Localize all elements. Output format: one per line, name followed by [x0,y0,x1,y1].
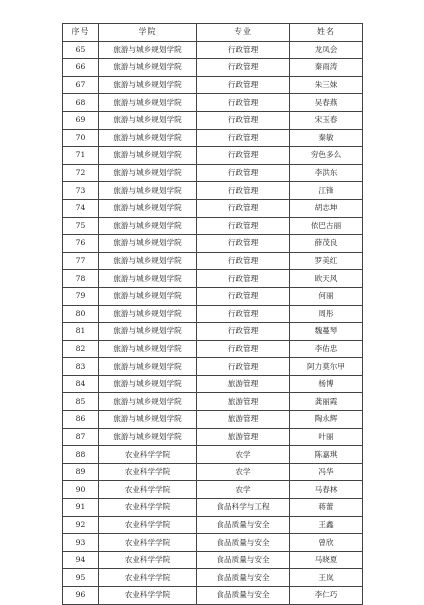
cell-college: 农业科学学院 [99,516,197,534]
cell-college: 旅游与城乡规划学院 [99,428,197,446]
cell-name: 李洪东 [290,164,363,182]
cell-index: 87 [63,428,99,446]
cell-college: 旅游与城乡规划学院 [99,41,197,59]
cell-index: 94 [63,551,99,569]
cell-major: 行政管理 [197,305,290,323]
cell-index: 93 [63,534,99,552]
cell-college: 旅游与城乡规划学院 [99,235,197,253]
cell-college: 旅游与城乡规划学院 [99,129,197,147]
cell-major: 旅游管理 [197,393,290,411]
table-row [63,94,363,112]
table-row [63,358,363,376]
cell-index: 91 [63,499,99,517]
cell-index: 88 [63,446,99,464]
cell-college: 旅游与城乡规划学院 [99,375,197,393]
cell-college: 旅游与城乡规划学院 [99,182,197,200]
cell-name: 吴春燕 [290,94,363,112]
cell-name: 秦敏 [290,129,363,147]
cell-college: 旅游与城乡规划学院 [99,252,197,270]
student-roster-table [62,23,363,605]
table-row [63,551,363,569]
cell-name: 王鑫 [290,516,363,534]
cell-major: 行政管理 [197,287,290,305]
cell-college: 旅游与城乡规划学院 [99,323,197,341]
cell-major: 食品质量与安全 [197,587,290,605]
cell-college: 旅游与城乡规划学院 [99,270,197,288]
cell-index: 92 [63,516,99,534]
cell-major: 行政管理 [197,270,290,288]
table-row [63,587,363,605]
cell-index: 72 [63,164,99,182]
cell-major: 行政管理 [197,323,290,341]
cell-college: 旅游与城乡规划学院 [99,305,197,323]
cell-name: 李佑忠 [290,340,363,358]
table-row [63,446,363,464]
table-row [63,270,363,288]
cell-name: 蒋蕾 [290,499,363,517]
table-row [63,340,363,358]
cell-major: 行政管理 [197,111,290,129]
cell-index: 84 [63,375,99,393]
table-row [63,164,363,182]
cell-major: 食品质量与安全 [197,534,290,552]
table-row [63,305,363,323]
cell-index: 76 [63,235,99,253]
cell-name: 马晓夏 [290,551,363,569]
cell-name: 依巴古丽 [290,217,363,235]
cell-index: 73 [63,182,99,200]
cell-major: 行政管理 [197,340,290,358]
cell-major: 行政管理 [197,147,290,165]
cell-college: 农业科学学院 [99,463,197,481]
table-row [63,393,363,411]
table-header [63,24,363,42]
table-row [63,76,363,94]
cell-college: 旅游与城乡规划学院 [99,199,197,217]
cell-name: 马春林 [290,481,363,499]
cell-index: 83 [63,358,99,376]
cell-name: 陈嘉琪 [290,446,363,464]
cell-college: 农业科学学院 [99,569,197,587]
cell-index: 95 [63,569,99,587]
cell-name: 杨博 [290,375,363,393]
cell-college: 旅游与城乡规划学院 [99,94,197,112]
cell-major: 行政管理 [197,235,290,253]
header-name: 姓名 [290,24,363,42]
cell-name: 王岚 [290,569,363,587]
cell-index: 79 [63,287,99,305]
cell-major: 食品质量与安全 [197,516,290,534]
table-row [63,129,363,147]
table-row [63,375,363,393]
cell-major: 行政管理 [197,252,290,270]
table-row [63,516,363,534]
table-row [63,411,363,429]
cell-major: 行政管理 [197,199,290,217]
table-row [63,287,363,305]
cell-major: 农学 [197,481,290,499]
cell-name: 江锋 [290,182,363,200]
cell-index: 74 [63,199,99,217]
cell-college: 旅游与城乡规划学院 [99,358,197,376]
cell-major: 农学 [197,463,290,481]
table-row [63,41,363,59]
table-row [63,481,363,499]
cell-name: 阿力莫尔甲 [290,358,363,376]
table-row [63,217,363,235]
cell-index: 67 [63,76,99,94]
cell-name: 穷色多么 [290,147,363,165]
cell-college: 旅游与城乡规划学院 [99,393,197,411]
table-row [63,199,363,217]
cell-college: 旅游与城乡规划学院 [99,164,197,182]
cell-major: 农学 [197,446,290,464]
table-row [63,147,363,165]
table-row [63,111,363,129]
cell-index: 89 [63,463,99,481]
cell-major: 食品质量与安全 [197,569,290,587]
cell-college: 旅游与城乡规划学院 [99,76,197,94]
table-row [63,569,363,587]
header-major: 专业 [197,24,290,42]
cell-major: 行政管理 [197,94,290,112]
cell-index: 78 [63,270,99,288]
cell-index: 85 [63,393,99,411]
cell-major: 食品科学与工程 [197,499,290,517]
table-row [63,428,363,446]
table-row [63,182,363,200]
cell-major: 行政管理 [197,41,290,59]
cell-index: 68 [63,94,99,112]
cell-name: 魏蔓琴 [290,323,363,341]
cell-index: 69 [63,111,99,129]
cell-major: 行政管理 [197,59,290,77]
cell-index: 75 [63,217,99,235]
cell-college: 旅游与城乡规划学院 [99,217,197,235]
cell-major: 旅游管理 [197,428,290,446]
cell-index: 82 [63,340,99,358]
cell-major: 食品质量与安全 [197,551,290,569]
cell-college: 旅游与城乡规划学院 [99,340,197,358]
cell-name: 何丽 [290,287,363,305]
table-row [63,235,363,253]
header-row [63,24,363,42]
cell-college: 旅游与城乡规划学院 [99,59,197,77]
cell-index: 81 [63,323,99,341]
cell-major: 行政管理 [197,76,290,94]
cell-name: 龙凤会 [290,41,363,59]
cell-index: 71 [63,147,99,165]
cell-college: 农业科学学院 [99,481,197,499]
cell-name: 薛茂良 [290,235,363,253]
document-page [62,23,362,605]
cell-index: 90 [63,481,99,499]
table-row [63,463,363,481]
cell-major: 旅游管理 [197,375,290,393]
cell-college: 农业科学学院 [99,499,197,517]
cell-name: 欧天风 [290,270,363,288]
cell-name: 秦雨涛 [290,59,363,77]
cell-name: 陶永辉 [290,411,363,429]
cell-name: 宋玉春 [290,111,363,129]
table-row [63,59,363,77]
cell-college: 旅游与城乡规划学院 [99,147,197,165]
cell-major: 行政管理 [197,182,290,200]
cell-index: 70 [63,129,99,147]
cell-name: 李仁巧 [290,587,363,605]
cell-major: 旅游管理 [197,411,290,429]
cell-name: 曾欣 [290,534,363,552]
cell-college: 旅游与城乡规划学院 [99,411,197,429]
cell-name: 龚丽霞 [290,393,363,411]
cell-major: 行政管理 [197,358,290,376]
table-row [63,534,363,552]
cell-major: 行政管理 [197,217,290,235]
table-row [63,252,363,270]
table-body [63,41,363,604]
cell-index: 96 [63,587,99,605]
cell-name: 朱三妹 [290,76,363,94]
cell-name: 冯华 [290,463,363,481]
cell-name: 罗美红 [290,252,363,270]
cell-index: 77 [63,252,99,270]
cell-name: 叶丽 [290,428,363,446]
header-college: 学院 [99,24,197,42]
cell-name: 周彤 [290,305,363,323]
cell-college: 农业科学学院 [99,446,197,464]
cell-college: 农业科学学院 [99,551,197,569]
cell-index: 66 [63,59,99,77]
cell-index: 86 [63,411,99,429]
cell-college: 农业科学学院 [99,587,197,605]
table-row [63,323,363,341]
cell-index: 65 [63,41,99,59]
table-row [63,499,363,517]
cell-name: 胡志坤 [290,199,363,217]
cell-college: 农业科学学院 [99,534,197,552]
cell-college: 旅游与城乡规划学院 [99,287,197,305]
cell-major: 行政管理 [197,164,290,182]
cell-college: 旅游与城乡规划学院 [99,111,197,129]
cell-major: 行政管理 [197,129,290,147]
cell-index: 80 [63,305,99,323]
header-index: 序号 [63,24,99,42]
